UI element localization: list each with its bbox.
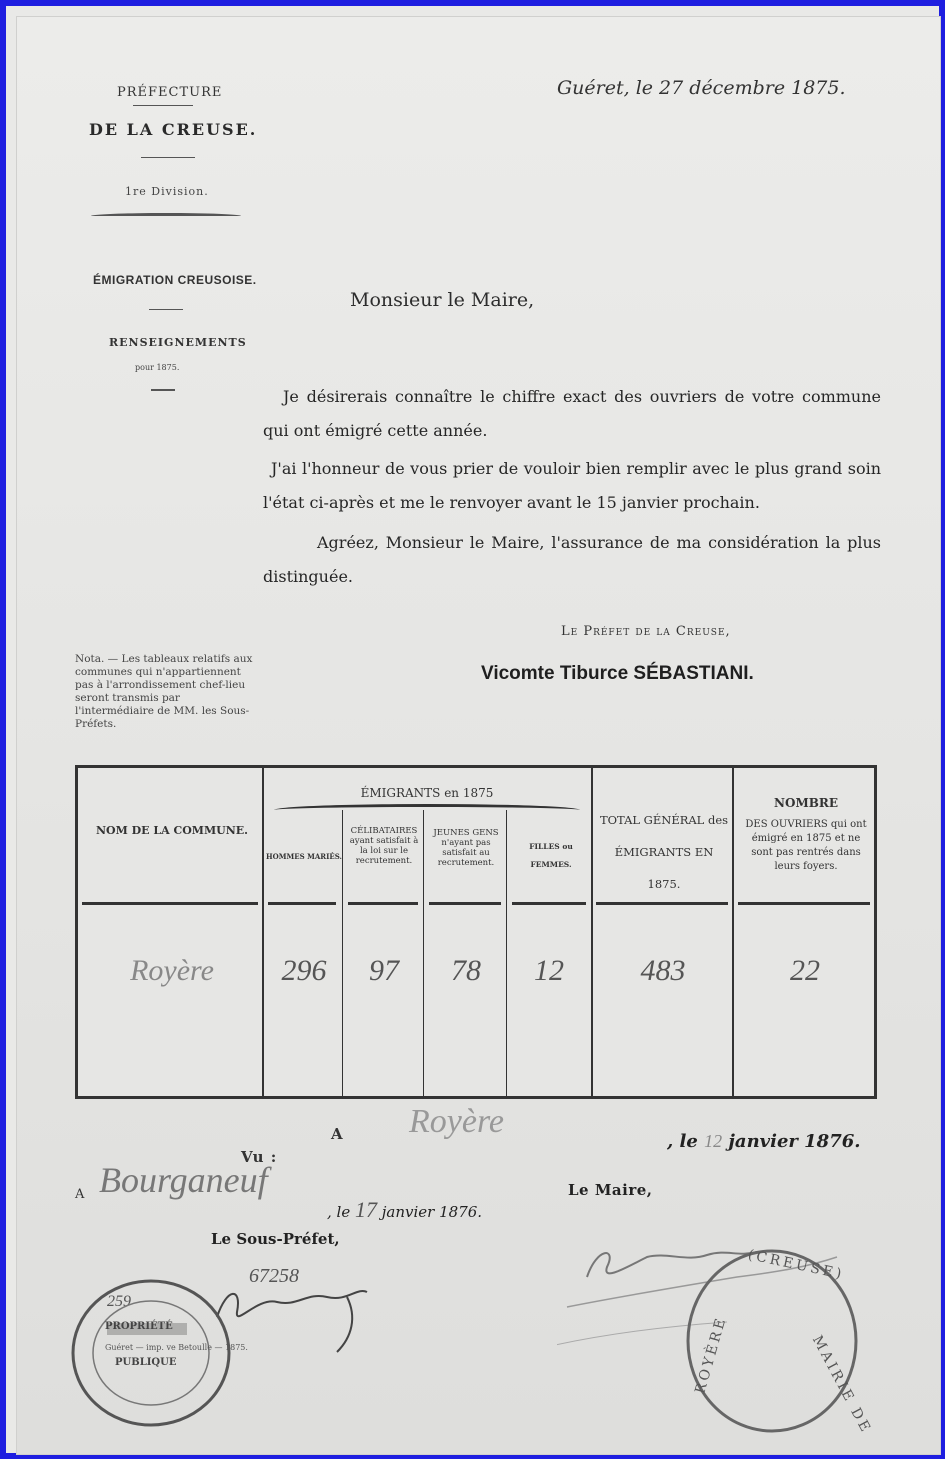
document-sheet [16, 16, 941, 1455]
cell-jeunes-gens: 78 [451, 954, 481, 987]
department-label: DE LA CREUSE. [89, 120, 258, 139]
place2-handwritten: Bourganeuf [99, 1160, 268, 1200]
subject-year: pour 1875. [135, 363, 180, 372]
cell-filles: 12 [534, 954, 564, 987]
signatory-name: Vicomte Tiburce SÉBASTIANI. [481, 663, 754, 684]
header-emigrants-group: ÉMIGRANTS en 1875 [360, 786, 494, 800]
paragraph-2: J'ai l'honneur de vous prier de vouloir bien remplir avec le plus grand soin l'état ci-après et me le renvoyer avant le 15 janvier prochain. [263, 459, 881, 512]
archives-stamp [67, 1273, 237, 1433]
division-label: 1re Division. [125, 185, 209, 198]
header-nombre: DES OUVRIERS qui ont émigré en 1875 et ne sont pas rentrés dans leurs foyers. [745, 819, 867, 872]
date-line-2: , le 12 janvier 1876. [667, 1131, 861, 1152]
service-label: ÉMIGRATION CREUSOISE. [93, 273, 257, 287]
header-hommes-maries: HOMMES MARIÉS. [266, 852, 342, 861]
ornament-divider [91, 213, 241, 219]
nota-note: Nota. — Les tableaux relatifs aux communes qui n'appartiennent pas à l'arrondissement chef-lieu seront transmis par l'intermédiaire de MM. les Sous-Préfets. [75, 653, 253, 730]
place-handwritten: Royère [409, 1103, 505, 1140]
prefecture-label: PRÉFECTURE [117, 85, 223, 100]
header-commune: NOM DE LA COMMUNE. [95, 824, 249, 837]
stamp-text: PUBLIQUE [115, 1357, 177, 1368]
divider [151, 389, 175, 391]
commune-name: Royère [130, 954, 214, 987]
letter-date: Guéret, le 27 décembre 1875. [557, 77, 846, 99]
emigration-table [75, 765, 877, 1099]
paragraph-1: Je désirerais connaître le chiffre exact des ouvriers de votre commune qui ont émigré cette année. [263, 387, 881, 440]
header-filles: FILLES ou FEMMES. [529, 842, 573, 869]
header-nombre-title: NOMBRE [774, 796, 838, 810]
subject-label: RENSEIGNEMENTS [109, 336, 247, 349]
place2-prefix: A [75, 1187, 85, 1202]
stamp-text: ROYÈRE [692, 1314, 730, 1396]
header-jeunes-gens: JEUNES GENS n'ayant pas satisfait au recrutement. [433, 828, 499, 868]
archive-sub-number: 259 [107, 1293, 131, 1310]
divider [141, 157, 195, 158]
signatory-title: Le Préfet de la Creuse, [561, 624, 731, 639]
paragraph-3: Agréez, Monsieur le Maire, l'assurance de ma considération la plus distinguée. [263, 533, 881, 586]
cell-total: 483 [640, 954, 686, 987]
stamp-text: PROPRIÉTÉ [105, 1321, 173, 1332]
stamp-text: (CREUSE) [746, 1246, 846, 1284]
vu-label: Vu : [241, 1148, 278, 1166]
date-line-3: , le 17 janvier 1876. [327, 1197, 483, 1222]
subprefect-label: Le Sous-Préfet, [211, 1230, 340, 1248]
divider [133, 105, 193, 106]
salutation: Monsieur le Maire, [350, 289, 535, 311]
cell-maries: 296 [281, 954, 327, 987]
header-total: TOTAL GÉNÉRAL des ÉMIGRANTS EN 1875. [599, 813, 729, 891]
stamp-text: MAIRIE DE [808, 1333, 875, 1437]
mayor-label: Le Maire, [568, 1181, 653, 1199]
archive-number: 67258 [249, 1265, 299, 1287]
place-prefix: A [331, 1125, 343, 1143]
divider [149, 309, 183, 310]
cell-celibataires: 97 [369, 954, 399, 987]
printer-line: Guéret — imp. ve Betoulle — 1875. [105, 1343, 248, 1352]
cell-nombre: 22 [790, 954, 820, 987]
header-celibataires: CÉLIBATAIRES ayant satisfait à la loi sur le recrutement. [349, 826, 419, 866]
